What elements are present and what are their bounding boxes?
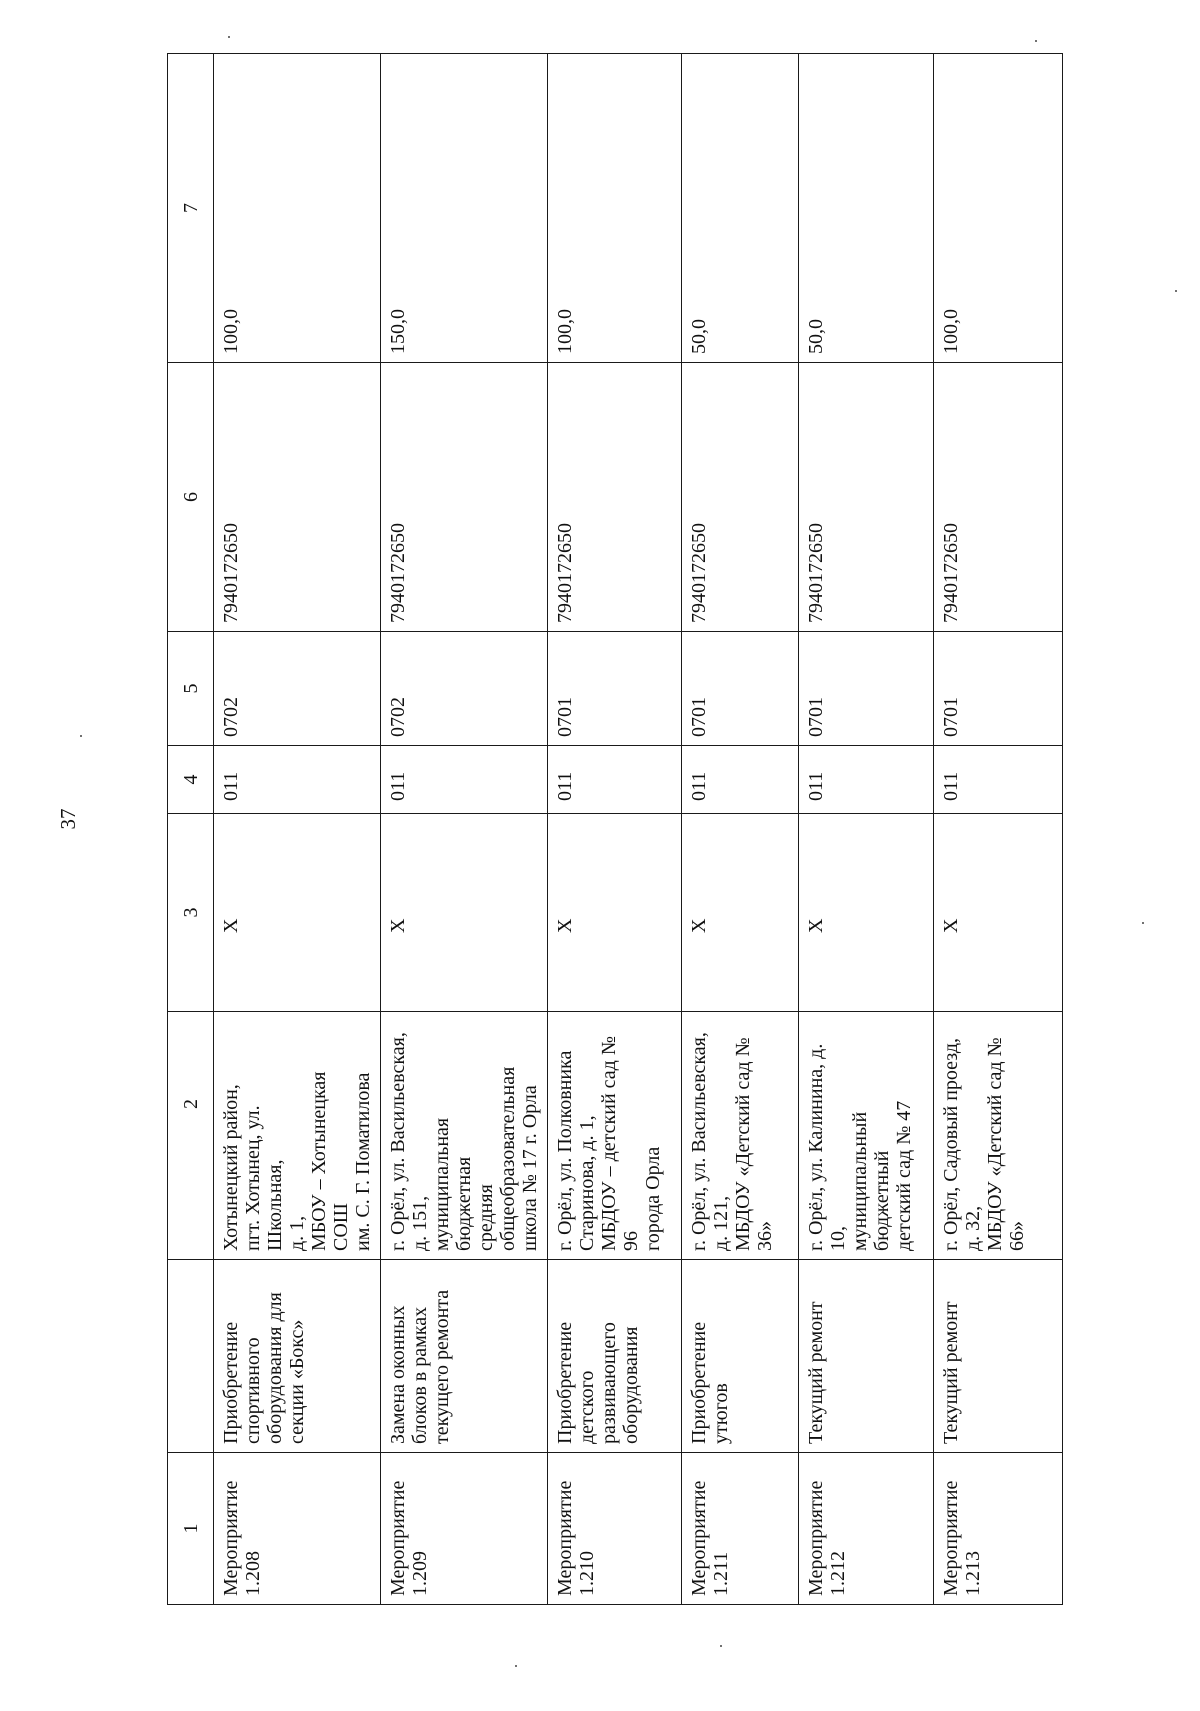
col3-cell: Х [214,814,381,1012]
col7-cell: 100,0 [548,54,682,363]
col4-cell: 011 [214,746,381,814]
header-cell-4: 4 [168,746,214,814]
description-cell: Приобретение спортивного оборудования для секции «Бокс» [214,1260,381,1453]
table-row [682,54,799,1605]
table-row [934,54,1063,1605]
header-cell-3: 3 [168,814,214,1012]
measure-cell: Мероприятие 1.211 [682,1453,799,1605]
col5-cell: 0702 [214,632,381,746]
scan-speck [228,36,230,38]
table-row [214,54,381,1605]
scan-speck [720,1645,722,1647]
page-number: 37 [56,808,80,830]
scan-speck [80,735,82,737]
col6-cell: 7940172650 [381,363,548,632]
table-header-row [168,54,214,1605]
col7-cell: 50,0 [682,54,799,363]
scan-speck [1142,922,1144,924]
col7-cell: 50,0 [799,54,934,363]
col7-cell: 100,0 [934,54,1063,363]
header-cell-5: 5 [168,632,214,746]
col5-cell: 0701 [799,632,934,746]
col3-cell: Х [548,814,682,1012]
col4-cell: 011 [682,746,799,814]
col7-cell: 150,0 [381,54,548,363]
col3-cell: Х [934,814,1063,1012]
col6-cell: 7940172650 [214,363,381,632]
header-cell-6: 6 [168,363,214,632]
col6-cell: 7940172650 [799,363,934,632]
address-cell: Хотынецкий район, пгт. Хотынец, ул. Школьная, д. 1, МБОУ – Хотынецкая СОШ им. С. Г. Поматилова [214,1012,381,1260]
col6-cell: 7940172650 [934,363,1063,632]
measure-cell: Мероприятие 1.212 [799,1453,934,1605]
col7-cell: 100,0 [214,54,381,363]
col5-cell: 0701 [682,632,799,746]
col5-cell: 0702 [381,632,548,746]
description-cell: Текущий ремонт [799,1260,934,1453]
address-cell: г. Орёл, ул. Полковника Старинова, д. 1, МБДОУ – детский сад № 96 города Орла [548,1012,682,1260]
measures-table [167,53,1063,1605]
col4-cell: 011 [799,746,934,814]
table-row [381,54,548,1605]
table-row [799,54,934,1605]
header-cell-blank [168,1260,214,1453]
table-row [548,54,682,1605]
header-cell-1: 1 [168,1453,214,1605]
measure-cell: Мероприятие 1.210 [548,1453,682,1605]
address-cell: г. Орёл, Садовый проезд, д. 32, МБДОУ «Детский сад № 66» [934,1012,1063,1260]
table-frame [170,50,1059,1601]
header-cell-2: 2 [168,1012,214,1260]
col3-cell: Х [682,814,799,1012]
measure-cell: Мероприятие 1.209 [381,1453,548,1605]
address-cell: г. Орёл, ул. Васильевская, д. 151, муниципальная бюджетная средняя общеобразовательная школа № 17 г. Орла [381,1012,548,1260]
col4-cell: 011 [934,746,1063,814]
col5-cell: 0701 [548,632,682,746]
scan-speck [515,1665,517,1667]
measure-cell: Мероприятие 1.208 [214,1453,381,1605]
header-cell-7: 7 [168,54,214,363]
scan-speck [1175,290,1177,292]
description-cell: Приобретение детского развивающего оборудования [548,1260,682,1453]
description-cell: Приобретение утюгов [682,1260,799,1453]
address-cell: г. Орёл, ул. Васильевская, д. 121, МБДОУ «Детский сад № 36» [682,1012,799,1260]
col4-cell: 011 [381,746,548,814]
measure-cell: Мероприятие 1.213 [934,1453,1063,1605]
col6-cell: 7940172650 [682,363,799,632]
col3-cell: Х [381,814,548,1012]
description-cell: Замена оконных блоков в рамках текущего ремонта [381,1260,548,1453]
col4-cell: 011 [548,746,682,814]
col5-cell: 0701 [934,632,1063,746]
address-cell: г. Орёл, ул. Калинина, д. 10, муниципальный бюджетный детский сад № 47 [799,1012,934,1260]
scan-speck [1035,40,1037,42]
col6-cell: 7940172650 [548,363,682,632]
description-cell: Текущий ремонт [934,1260,1063,1453]
col3-cell: Х [799,814,934,1012]
